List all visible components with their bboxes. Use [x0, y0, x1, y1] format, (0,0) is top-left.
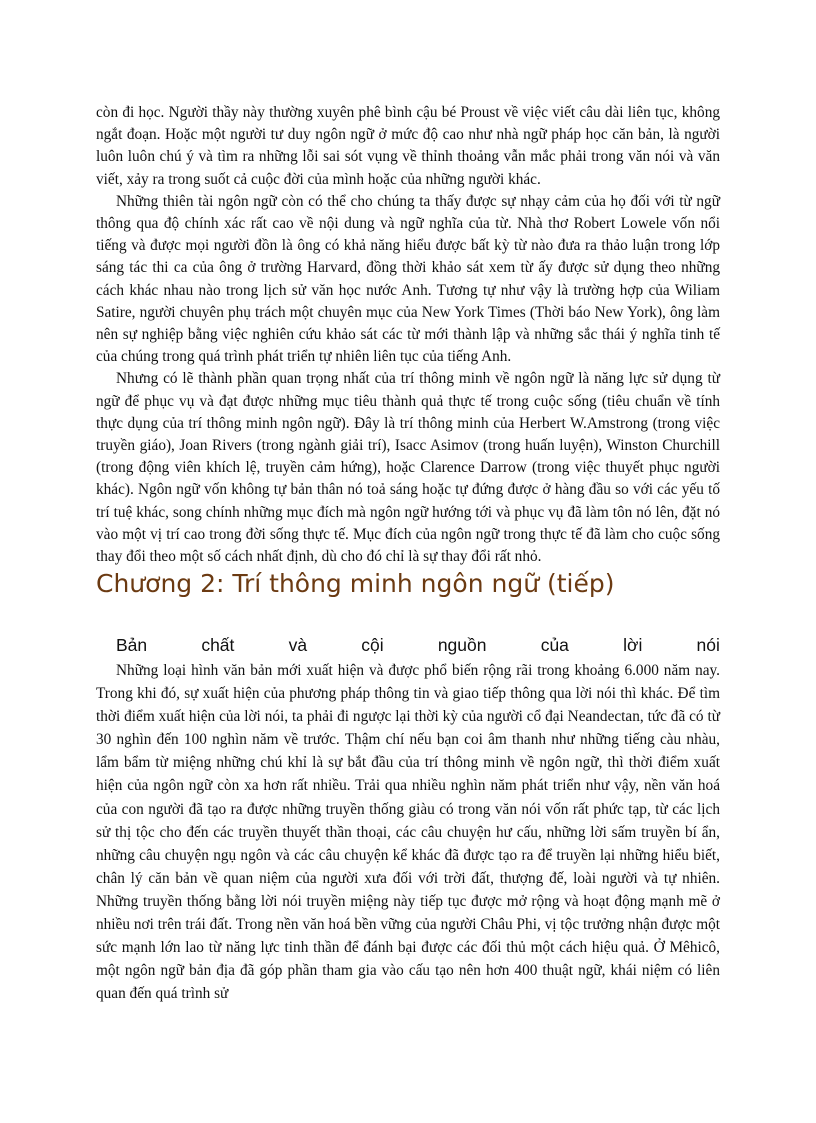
section-heading-word: Bản — [116, 635, 148, 655]
section-paragraph: Những loại hình văn bản mới xuất hiện và được phổ biến rộng rãi trong khoảng 6.000 năm nay. Trong khi đó, sự xuất hiện của phương pháp thông tin và giao tiếp thông qua lời nói thì khác. Để tìm thời điểm xuất hiện của lời nói, ta phải đi ngược lại thời kỳ của người cổ đại Neandectan, tức đã có từ 30 nghìn đến 100 nghìn năm về trước. Thậm chí nếu bạn coi âm thanh như những tiếng càu nhàu, lẩm bẩm từ miệng những chú khỉ là sự bắt đầu của trí thông minh về ngôn ngữ, thì thời điểm xuất hiện của ngôn ngữ còn xa hơn rất nhiều. Trải qua nhiều nghìn năm phát triển như vậy, nền văn hoá của con người đã tạo ra được những truyền thống giàu có trong văn nói vốn rất phức tạp, từ các lịch sử thị tộc cho đến các truyền thuyết thần thoại, các câu chuyện hư cấu, những lời sấm truyền bí ẩn, những câu chuyện ngụ ngôn và các câu chuyện kể khác đã được tạo ra để truyền lại những hiểu biết, chân lý căn bản về quan niệm của người xưa đối với trời đất, thượng đế, loài người và tự nhiên. Những truyền thống bằng lời nói truyền miệng này tiếp tục được mở rộng và hoạt động mạnh mẽ ở nhiều nơi trên trái đất. Trong nền văn hoá bền vững của người Châu Phi, vị tộc trưởng nhận được một sức mạnh lớn lao từ năng lực tinh thần để đánh bại được các đối thủ một cách hiệu quả. Ở Mêhicô, một ngôn ngữ bản địa đã góp phần tham gia vào cấu tạo nên hơn 400 thuật ngữ, khái niệm có liên quan đến quá trình sử — [96, 662, 720, 1003]
paragraph-1: còn đi học. Người thầy này thường xuyên phê bình cậu bé Proust về việc viết câu dài liên tục, không ngắt đoạn. Hoặc một người tư duy ngôn ngữ ở mức độ cao như nhà ngữ pháp học căn bản, là người luôn luôn chú ý và tìm ra những lỗi sai sót vụng về thỉnh thoảng vẫn mắc phải trong văn nói và văn viết, xảy ra trong suốt cả cuộc đời của mình hoặc của những người khác. — [96, 104, 720, 188]
section-heading-word: cội — [361, 635, 384, 655]
section-heading-word: và — [288, 635, 308, 655]
section-heading-word: lời — [623, 635, 643, 655]
section-text — [96, 659, 720, 1005]
paragraph-2: Những thiên tài ngôn ngữ còn có thể cho chúng ta thấy được sự nhạy cảm của họ đối với từ ngữ thông qua độ chính xác rất cao về nội dung và ngữ nghĩa của từ. Nhà thơ Robert Lowele vốn nổi tiếng và được mọi người đồn là ông có khả năng hiểu được bất kỳ từ nào đưa ra thảo luận trong lớp sáng tác thi ca của ông ở trường Harvard, đồng thời khảo sát xem từ ấy được sử dụng theo những cách khác nhau nào trong lịch sử văn học nước Anh. Tương tự như vậy là trường hợp của Wiliam Satire, người chuyên phụ trách một chuyên mục của New York Times (Thời báo New York), ông làm nên sự nghiệp bằng việc nghiên cứu khảo sát các từ mới thành lập và những sắc thái ý nghĩa tinh tế của chúng trong quá trình phát triển tự nhiên liên tục của tiếng Anh. — [96, 192, 720, 366]
section-heading-word: của — [540, 635, 569, 655]
section-heading-word: chất — [201, 635, 235, 655]
chapter-title: Chương 2: Trí thông minh ngôn ngữ (tiếp) — [96, 569, 615, 598]
body-text — [96, 102, 720, 568]
section-heading — [116, 633, 720, 657]
paragraph-3: Nhưng có lẽ thành phần quan trọng nhất của trí thông minh về ngôn ngữ là năng lực sử dụng từ ngữ để phục vụ và đạt được những mục tiêu thành quả thực tế trong cuộc sống (tiêu chuẩn về tính thực dụng của trí thông minh ngôn ngữ). Đây là trí thông minh của Herbert W.Amstrong (trong việc truyền giáo), Joan Rivers (trong ngành giải trí), Isacc Asimov (trong huấn luyện), Winston Churchill (trong động viên khích lệ, truyền cảm hứng), hoặc Clarence Darrow (trong việc thuyết phục người khác). Ngôn ngữ vốn không tự bản thân nó toả sáng hoặc tự đứng được ở hàng đầu so với các yếu tố trí tuệ khác, song chính những mục đích mà ngôn ngữ hướng tới và phục vụ đã làm tôn nó lên, đặt nó vào một vị trí cao trong đời sống thực tế. Mục đích của ngôn ngữ trong thực tế đã làm cho cuộc sống thay đổi theo một số cách nhất định, dù cho đó chỉ là sự thay đổi rất nhỏ. — [96, 370, 720, 566]
section-heading-word: nguồn — [437, 635, 487, 655]
section-heading-word: nói — [696, 635, 720, 655]
